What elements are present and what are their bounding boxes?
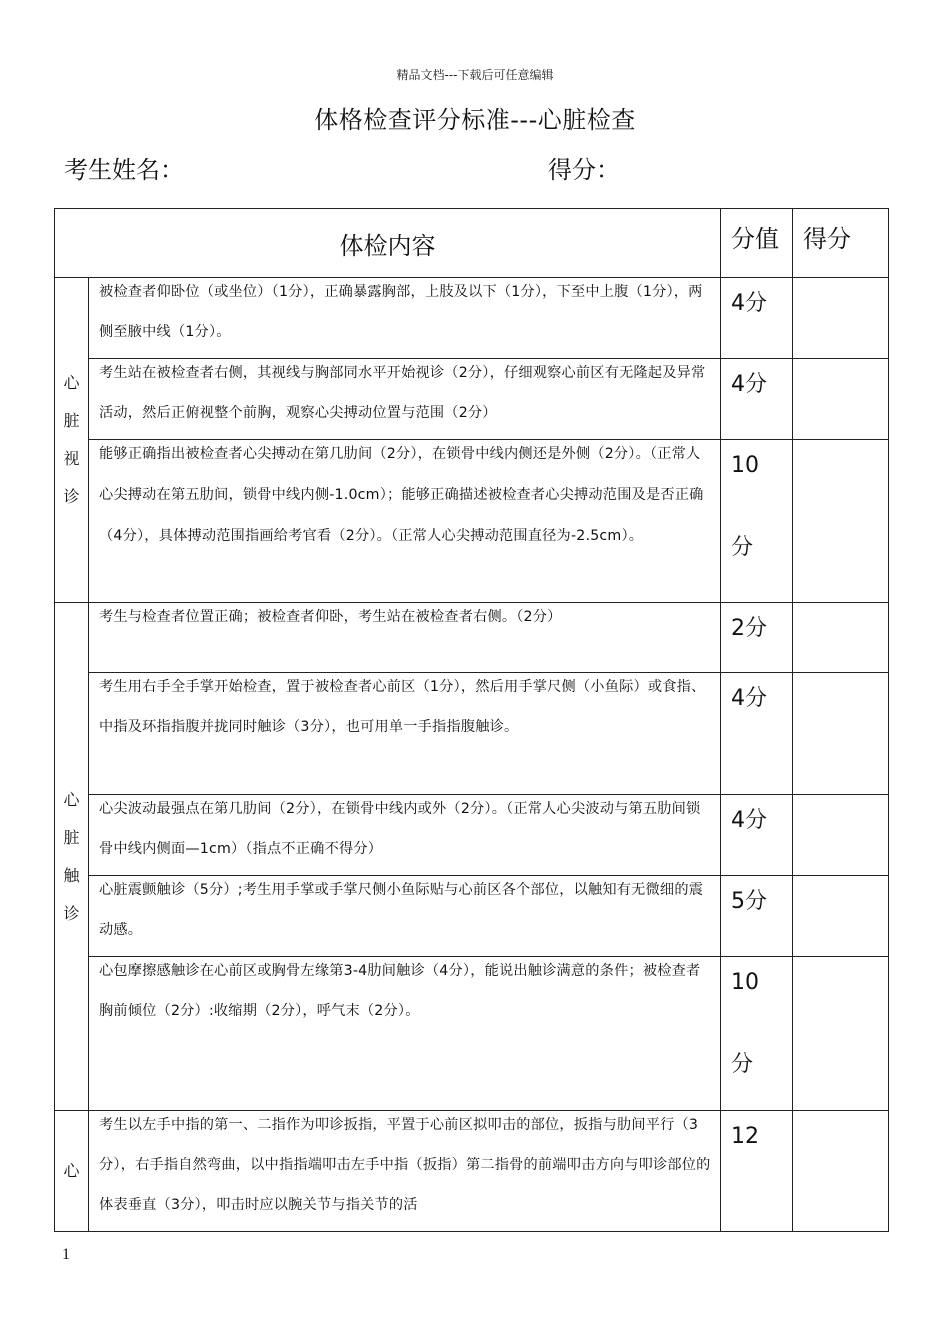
section-label-inspection: 心 脏 视 诊 xyxy=(55,278,89,603)
item-description: 心包摩擦感触诊在心前区或胸骨左缘第3-4肋间触诊（4分），能说出触诊满意的条件；被检查者胸前倾位（2分）:收缩期（2分），呼气末（2分）。 xyxy=(89,957,721,1111)
table-row xyxy=(55,359,889,440)
score-cell[interactable] xyxy=(793,673,889,795)
document-title: 体格检查评分标准---心脏检查 xyxy=(314,106,636,134)
score-cell[interactable] xyxy=(793,957,889,1111)
section-label-palpation: 心 脏 触 诊 xyxy=(55,603,89,1111)
score-cell[interactable] xyxy=(793,795,889,876)
item-value: 10 分 xyxy=(721,440,793,603)
item-value: 4分 xyxy=(721,278,793,359)
item-value: 4分 xyxy=(721,359,793,440)
item-description: 能够正确指出被检查者心尖搏动在第几肋间（2分），在锁骨中线内侧还是外侧（2分）。（正常人心尖搏动在第五肋间，锁骨中线内侧-1.0cm）；能够正确描述被检查者心尖搏动范围及是否正确（4分），具体搏动范围指画给考官看（2分）。（正常人心尖搏动范围直径为-2.5cm）。 xyxy=(89,440,721,603)
item-description: 考生以左手中指的第一、二指作为叩诊扳指，平置于心前区拟叩击的部位，扳指与肋间平行（3分），右手指自然弯曲，以中指指端叩击左手中指（扳指）第二指骨的前端叩击方向与叩诊部位的体表垂直（3分），叩击时应以腕关节与指关节的活 xyxy=(89,1111,721,1232)
item-value: 12 xyxy=(721,1111,793,1232)
score-cell[interactable] xyxy=(793,278,889,359)
item-description: 考生与检查者位置正确；被检查者仰卧，考生站在被检查者右侧。（2分） xyxy=(89,603,721,673)
item-value: 10 分 xyxy=(721,957,793,1111)
table-row xyxy=(55,278,889,359)
header-value: 分值 xyxy=(721,209,793,278)
item-description: 心尖波动最强点在第几肋间（2分），在锁骨中线内或外（2分）。（正常人心尖波动与第五肋间锁骨中线内侧面—1cm）（指点不正确不得分） xyxy=(89,795,721,876)
item-description: 被检查者仰卧位（或坐位）（1分），正确暴露胸部，上肢及以下（1分），下至中上腹（1分），两侧至腋中线（1分）。 xyxy=(89,278,721,359)
table-row xyxy=(55,603,889,673)
item-value: 5分 xyxy=(721,876,793,957)
score-cell[interactable] xyxy=(793,603,889,673)
item-value: 4分 xyxy=(721,673,793,795)
item-value: 4分 xyxy=(721,795,793,876)
score-cell[interactable] xyxy=(793,440,889,603)
section-label-percussion: 心 xyxy=(55,1111,89,1232)
watermark: 精品文档---下载后可任意编辑 xyxy=(396,68,554,82)
scoring-table xyxy=(54,208,889,1232)
table-row xyxy=(55,957,889,1111)
table-row xyxy=(55,440,889,603)
header-row xyxy=(55,209,889,278)
item-value: 2分 xyxy=(721,603,793,673)
item-description: 考生用右手全手掌开始检查，置于被检查者心前区（1分），然后用手掌尺侧（小鱼际）或食指、中指及环指指腹并拢同时触诊（3分），也可用单一手指指腹触诊。 xyxy=(89,673,721,795)
table-row xyxy=(55,673,889,795)
score-cell[interactable] xyxy=(793,876,889,957)
page-number: 1 xyxy=(62,1246,70,1263)
table-row xyxy=(55,876,889,957)
score-cell[interactable] xyxy=(793,359,889,440)
item-description: 考生站在被检查者右侧，其视线与胸部同水平开始视诊（2分），仔细观察心前区有无隆起及异常活动，然后正俯视整个前胸，观察心尖搏动位置与范围（2分） xyxy=(89,359,721,440)
table-row xyxy=(55,1111,889,1232)
total-score-label: 得分： xyxy=(548,156,620,184)
header-content: 体检内容 xyxy=(55,209,721,278)
examinee-name-label: 考生姓名： xyxy=(64,156,184,184)
item-description: 心脏震颤触诊（5分）;考生用手掌或手掌尺侧小鱼际贴与心前区各个部位，以触知有无微细的震动感。 xyxy=(89,876,721,957)
table-row xyxy=(55,795,889,876)
header-score: 得分 xyxy=(793,209,889,278)
score-cell[interactable] xyxy=(793,1111,889,1232)
